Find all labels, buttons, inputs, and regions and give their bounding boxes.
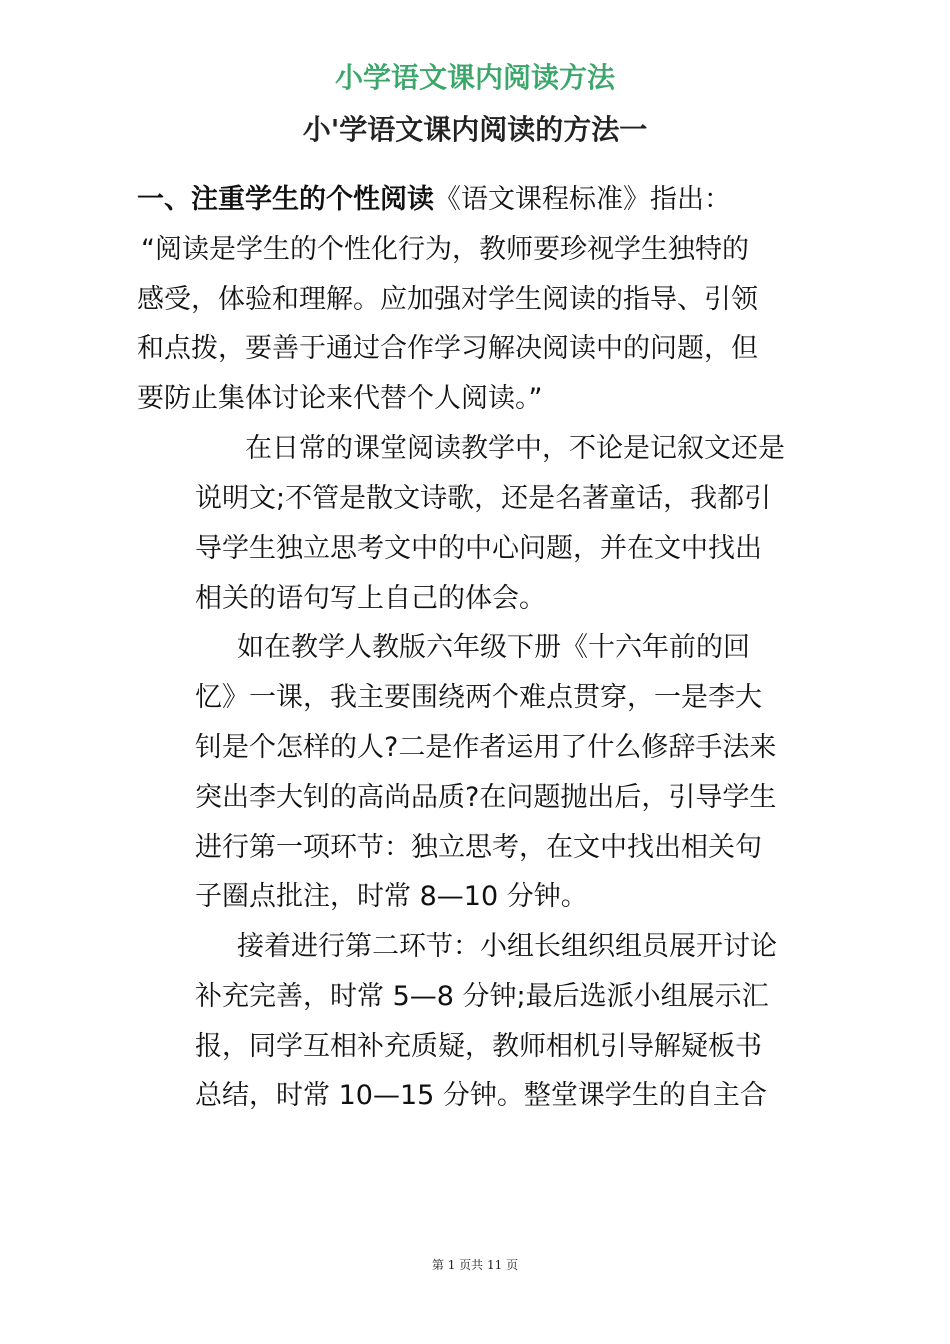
page-footer: 第 1 页共 11 页: [431, 1258, 519, 1272]
paragraph-line: 接着进行第二环节：小组长组织组员展开讨论: [237, 931, 777, 962]
section-heading: 一、注重学生的个性阅读: [137, 184, 434, 215]
section-heading-rest: 《语文课程标准》指出：: [434, 184, 731, 215]
section-heading-line: [137, 180, 731, 220]
paragraph-line: 报，同学互相补充质疑，教师相机引导解疑板书: [195, 1031, 762, 1062]
quote-line: “阅读是学生的个性化行为，教师要珍视学生独特的: [141, 234, 749, 265]
quote-line: 和点拨，要善于通过合作学习解决阅读中的问题，但: [137, 333, 758, 364]
paragraph-line: 忆》一课，我主要围绕两个难点贯穿，一是李大: [195, 682, 762, 713]
paragraph-line: 钊是个怎样的人?二是作者运用了什么修辞手法来: [195, 732, 777, 763]
quote-line: 感受，体验和理解。应加强对学生阅读的指导、引领: [137, 284, 758, 315]
paragraph-line: 子圈点批注，时常 8—10 分钟。: [195, 881, 588, 912]
paragraph-line: 补充完善，时常 5—8 分钟;最后选派小组展示汇: [195, 981, 769, 1012]
quote-line: 要防止集体讨论来代替个人阅读。”: [137, 383, 543, 414]
document-subtitle: 小'学语文课内阅读的方法一: [302, 113, 648, 146]
paragraph-line: 说明文;不管是散文诗歌，还是名著童话，我都引: [195, 483, 772, 514]
paragraph-line: 突出李大钊的高尚品质?在问题抛出后，引导学生: [195, 782, 777, 813]
paragraph-line: 相关的语句写上自己的体会。: [195, 583, 546, 614]
paragraph-line: 总结，时常 10—15 分钟。整堂课学生的自主合: [195, 1080, 767, 1111]
document-title: 小学语文课内阅读方法: [334, 61, 615, 94]
paragraph-line: 在日常的课堂阅读教学中，不论是记叙文还是: [245, 433, 785, 464]
paragraph-line: 进行第一项环节：独立思考，在文中找出相关句: [195, 832, 762, 863]
paragraph-line: 导学生独立思考文中的中心问题，并在文中找出: [195, 533, 762, 564]
paragraph-line: 如在教学人教版六年级下册《十六年前的回: [237, 632, 750, 663]
